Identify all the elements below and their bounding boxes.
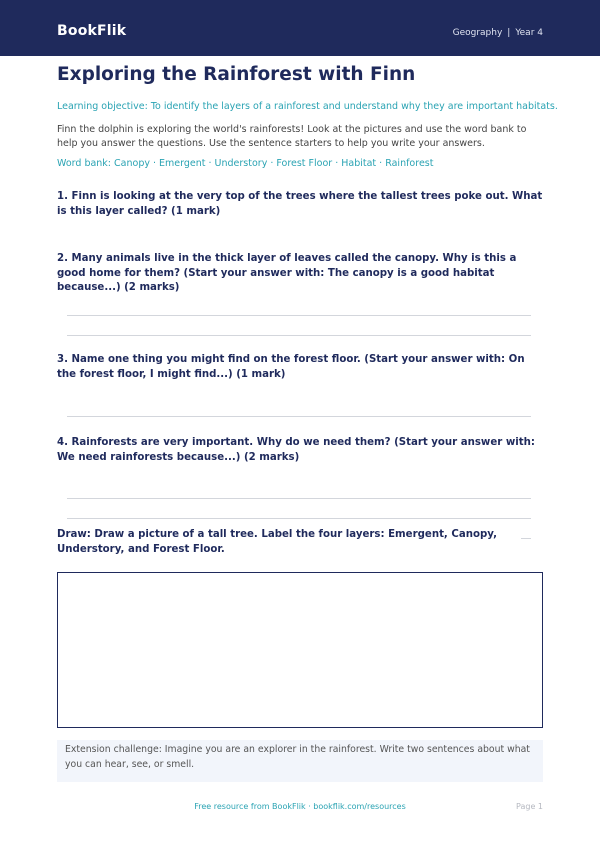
intro-text: Finn the dolphin is exploring the world's rainforests! Look at the pictures and use the word bank to help you answer the questions. Use the sentence starters to help you write your answers. <box>57 124 527 149</box>
page-number: Page 1 <box>516 802 543 811</box>
word-bank: Word bank: Canopy · Emergent · Understory · Forest Floor · Habitat · Rainforest <box>57 158 434 169</box>
draw-prompt: Draw: Draw a picture of a tall tree. Label the four layers: Emergent, Canopy, Understory, and Forest Floor. <box>57 529 497 555</box>
footer-text: Free resource from BookFlik · bookflik.com/resources <box>194 802 406 811</box>
year-label: Year 4 <box>515 28 543 38</box>
answer-line[interactable] <box>521 538 531 539</box>
page-header <box>0 0 600 56</box>
answer-line[interactable] <box>67 416 531 417</box>
answer-line[interactable] <box>67 335 531 336</box>
header-separator: | <box>507 28 511 38</box>
header-meta <box>453 28 543 38</box>
brand-logo: BookFlik <box>57 23 127 39</box>
answer-line[interactable] <box>67 315 531 316</box>
subject-label: Geography <box>452 28 503 38</box>
drawing-box[interactable] <box>57 572 543 728</box>
question-3: 3. Name one thing you might find on the forest floor. (Start your answer with: On the forest floor, I might find...) (1 mark) <box>57 354 525 380</box>
question-1: 1. Finn is looking at the very top of the trees where the tallest trees poke out. What is this layer called? (1 mark) <box>57 191 543 217</box>
question-2: 2. Many animals live in the thick layer of leaves called the canopy. Why is this a good home for them? (Start your answer with: The canopy is a good habitat because...) (2 marks) <box>57 253 517 293</box>
worksheet-title: Exploring the Rainforest with Finn <box>57 64 416 85</box>
question-4: 4. Rainforests are very important. Why do we need them? (Start your answer with: We need rainforests because...) (2 marks) <box>57 437 535 463</box>
learning-objective: Learning objective: To identify the layers of a rainforest and understand why they are important habitats. <box>57 101 558 112</box>
answer-line[interactable] <box>67 498 531 499</box>
extension-challenge: Extension challenge: Imagine you are an explorer in the rainforest. Write two sentences about what you can hear, see, or smell. <box>57 740 543 782</box>
answer-line[interactable] <box>67 518 531 519</box>
